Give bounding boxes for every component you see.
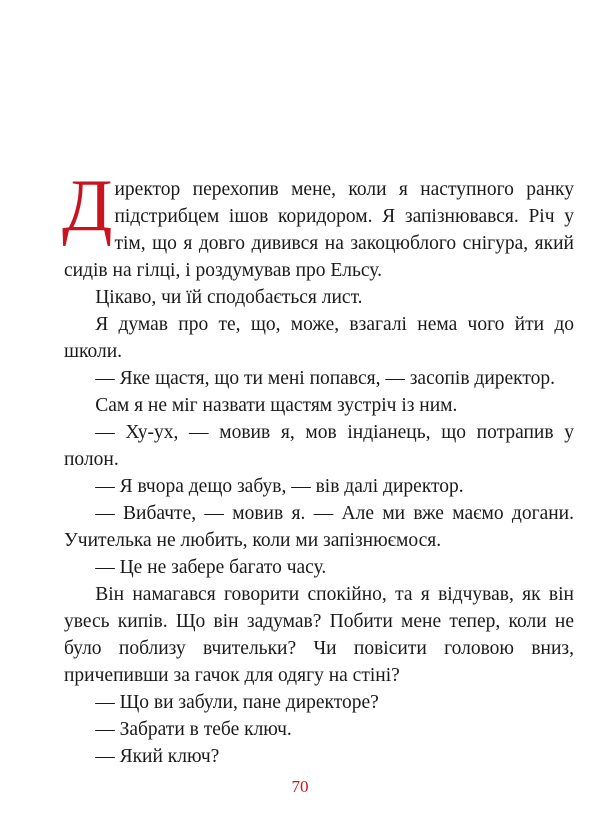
paragraph-13: — Який ключ? — [95, 746, 220, 767]
paragraph-10: Він намагався говорити спокійно, та я відчував, як він увесь кипів. Що він задумав? Побити мене тепер, коли не було поблизу вчительки? Чи повісити головою вниз, причепивши за гачок для одягу на стіні? — [64, 584, 574, 686]
paragraph-5: Сам я не міг назвати щастям зустріч із ним. — [95, 395, 458, 416]
paragraph-1-text: иректор перехопив мене, коли я наступного ранку підстрибцем ішов коридором. Я запізнювався. Річ у тім, що я довго дивився на закоцюблого снігура, який сидів на гілці, і роздумував про Ельсу. — [64, 179, 574, 281]
paragraph-8: — Вибачте, — мовив я. — Але ми вже маємо догани. Учителька не любить, коли ми запізнюємося. — [64, 503, 574, 551]
paragraph-4: — Яке щастя, що ти мені попався, — засопів директор. — [95, 368, 556, 389]
paragraph-9: — Це не забере багато часу. — [95, 557, 327, 578]
paragraph-2: Цікаво, чи їй сподобається лист. — [95, 287, 363, 308]
paragraph-1 — [62, 165, 574, 284]
paragraph-6: — Ху-ух, — мовив я, мов індіанець, що потрапив у полон. — [64, 422, 574, 470]
paragraph-12: — Забрати в тебе ключ. — [95, 719, 292, 740]
paragraph-7: — Я вчора дещо забув, — вів далі директор. — [95, 476, 464, 497]
page-number: 70 — [291, 777, 309, 796]
drop-cap-letter: Д — [62, 165, 113, 247]
book-text — [62, 165, 574, 770]
paragraph-3: Я думав про те, що, може, взагалі нема чого йти до школи. — [64, 314, 574, 362]
paragraph-11: — Що ви забули, пане директоре? — [95, 692, 379, 713]
